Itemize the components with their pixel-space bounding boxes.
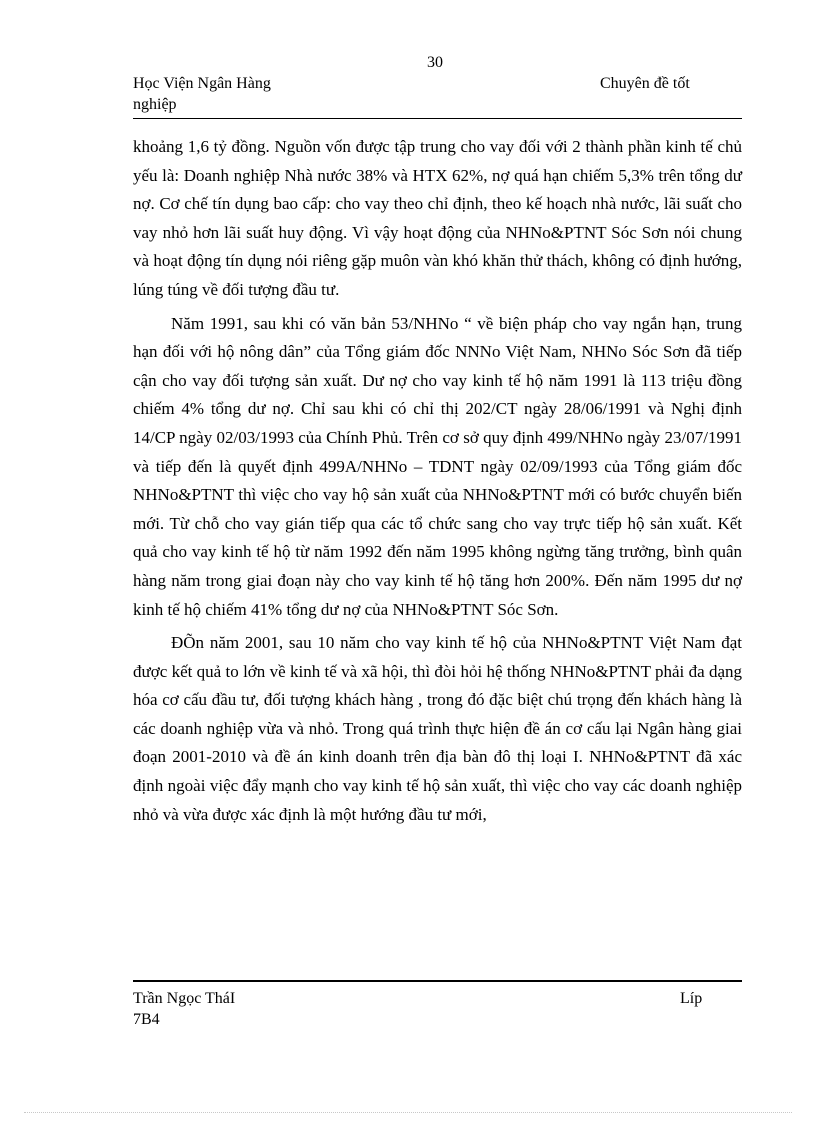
header-institution-line1: Học Viện Ngân Hàng <box>133 75 271 92</box>
header-institution <box>133 73 271 115</box>
body-paragraph-2: Năm 1991, sau khi có văn bản 53/NHNo “ về biện pháp cho vay ngắn hạn, trung hạn đối với hộ nông dân” của Tổng giám đốc NNNo Việt Nam, NHNo Sóc Sơn đã tiếp cận cho vay đối tượng sản xuất. Dư nợ cho vay kinh tế hộ năm 1991 là 113 triệu đồng chiếm 4% tổng dư nợ. Chỉ sau khi có chỉ thị 202/CT ngày 28/06/1991 và Nghị định 14/CP ngày 02/03/1993 của Chính Phủ. Trên cơ sở quy định 499/NHNo ngày 23/07/1991 và tiếp đến là quyết định 499A/NHNo – TDNT ngày 02/09/1993 của Tổng giám đốc NHNo&PTNT thì việc cho vay hộ sản xuất của NHNo&PTNT mới có bước chuyển biến mới. Từ chỗ cho vay gián tiếp qua các tổ chức sang cho vay trực tiếp hộ sản xuất. Kết quả cho vay kinh tế hộ từ năm 1992 đến năm 1995 không ngừng tăng trưởng, bình quân hàng năm trong giai đoạn này cho vay kinh tế hộ tăng hơn 200%. Đến năm 1995 dư nợ kinh tế hộ chiếm 41% tổng dư nợ của NHNo&PTNT Sóc Sơn. <box>133 313 742 619</box>
page-number: 30 <box>427 54 443 71</box>
header-institution-line2: nghiệp <box>133 96 177 113</box>
footer-divider <box>133 980 742 982</box>
body-paragraph-1: khoảng 1,6 tỷ đồng. Nguồn vốn được tập trung cho vay đối với 2 thành phần kinh tế chủ yếu là: Doanh nghiệp Nhà nước 38% và HTX 62%, nợ quá hạn chiếm 5,3% trên tổng dư nợ. Cơ chế tín dụng bao cấp: cho vay theo chỉ định, theo kế hoạch nhà nước, lãi suất cho vay nhỏ hơn lãi suất huy động. Vì vậy hoạt động của NHNo&PTNT Sóc Sơn nói chung và hoạt động tín dụng nói riêng gặp muôn vàn khó khăn thử thách, không có định hướng, lúng túng về đối tượng đầu tư. <box>133 137 742 299</box>
footer-author-class: 7B4 <box>133 1011 160 1028</box>
footer-author <box>133 988 235 1030</box>
footer-class-label: Líp <box>680 990 703 1007</box>
body-paragraph-3: ĐÕn năm 2001, sau 10 năm cho vay kinh tế hộ của NHNo&PTNT Việt Nam đạt được kết quả to lớn về kinh tế và xã hội, thì đòi hỏi hệ thống NHNo&PTNT phải đa dạng hóa cơ cấu đầu tư, đối tượng khách hàng , trong đó đặc biệt chú trọng đến khách hàng là các doanh nghiệp vừa và nhỏ. Trong quá trình thực hiện đề án cơ cấu lại Ngân hàng giai đoạn 2001-2010 và đề án kinh doanh trên địa bàn đô thị loại I. NHNo&PTNT đã xác định ngoài việc đẩy mạnh cho vay kinh tế hộ sản xuất, thì việc cho vay các doanh nghiệp nhỏ và vừa được xác định là một hướng đầu tư mới, <box>133 633 742 824</box>
footer-author-name: Trần Ngọc TháI <box>133 990 236 1007</box>
page-edge-divider <box>24 1112 792 1113</box>
header-divider <box>133 118 742 119</box>
header-document-type: Chuyên đề tốt <box>600 75 690 92</box>
document-body <box>133 133 742 834</box>
